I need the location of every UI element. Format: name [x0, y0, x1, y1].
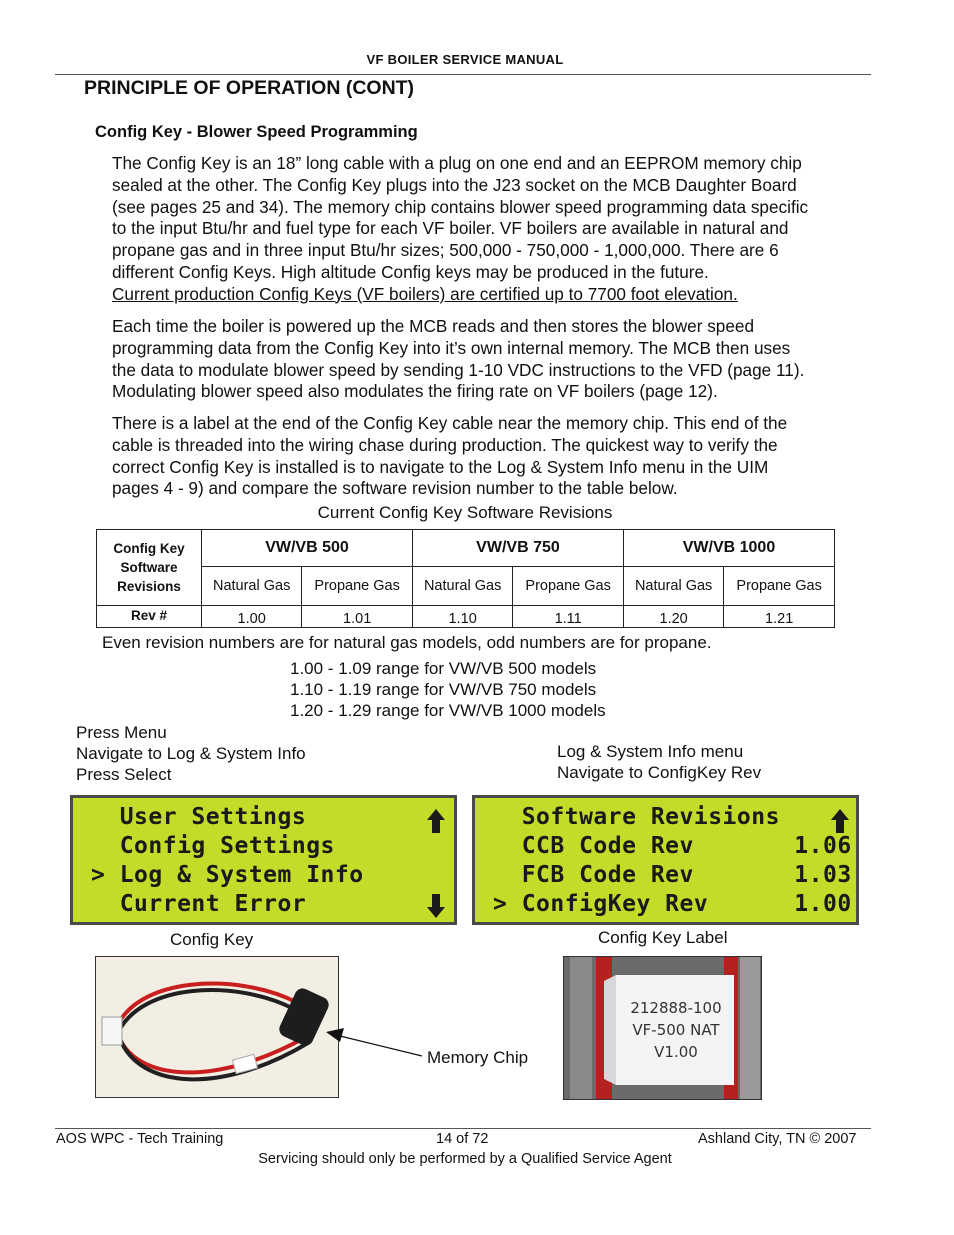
text-line: sealed at the other. The Config Key plugs into the J23 socket on the MCB Daughter Board [112, 174, 797, 195]
photo-caption: Config Key Label [598, 928, 728, 947]
lcd-line: Config Settings [91, 833, 335, 859]
gas-type-header: Propane Gas [724, 567, 835, 606]
revision-value: 1.10 [412, 606, 512, 628]
paragraph-mcb-reads [112, 316, 872, 403]
footer-right: Ashland City, TN © 2007 [698, 1131, 857, 1147]
gas-type-header: Natural Gas [412, 567, 512, 606]
section-title: PRINCIPLE OF OPERATION (CONT) [84, 77, 415, 99]
label-text [620, 997, 732, 1063]
instruction-step: Press Menu [76, 723, 167, 742]
instructions-right [557, 741, 761, 783]
footer-left: AOS WPC - Tech Training [56, 1131, 224, 1147]
text-line: propane gas and in three input Btu/hr sizes; 500,000 - 750,000 - 1,000,000. There are 6 [112, 240, 779, 261]
table-row [97, 606, 835, 628]
lcd-line: Current Error [91, 891, 307, 917]
text-line: (see pages 25 and 34). The memory chip contains blower speed programming data specific [112, 196, 809, 217]
text-line: There is a label at the end of the Config Key cable near the memory chip. This end of the [112, 413, 788, 433]
text-line: different Config Keys. High altitude Config keys may be produced in the future. [112, 261, 709, 282]
model-header: VW/VB 1000 [623, 530, 834, 567]
text-line: the data to modulate blower speed by sending 1-10 VDC instructions to the VFD (page 11). [112, 359, 805, 380]
corner-label-line: Revisions [117, 579, 181, 594]
lcd-line: CCB Code Rev 1.06 [493, 833, 852, 859]
gas-type-header: Propane Gas [513, 567, 624, 606]
lcd-screen-main-menu [70, 795, 457, 925]
revision-value: 1.01 [302, 606, 413, 628]
header-divider [55, 74, 871, 75]
config-key-photo [95, 956, 339, 1098]
instruction-step: Log & System Info menu [557, 742, 744, 761]
text-line: correct Config Key is installed is to navigate to the Log & System Info menu in the UIM [112, 456, 769, 477]
lcd-line: Software Revisions [493, 804, 780, 830]
revision-value: 1.20 [623, 606, 723, 628]
lcd-line: > Log & System Info [91, 862, 364, 888]
lcd-line: FCB Code Rev 1.03 [493, 862, 852, 888]
photo-caption: Config Key [170, 930, 254, 949]
lcd-line: > ConfigKey Rev 1.00 [493, 891, 852, 917]
text-line: to the input Btu/hr and fuel type for each VF boiler. VF boilers are available in natural and [112, 218, 789, 239]
even-odd-note: Even revision numbers are for natural gas models, odd numbers are for propane. [102, 633, 712, 652]
label-part-number: 212888-100 [630, 999, 722, 1017]
gas-type-header: Natural Gas [202, 567, 302, 606]
manual-header-title: VF BOILER SERVICE MANUAL [366, 52, 564, 67]
text-line: programming data from the Config Key into it’s own internal memory. The MCB then uses [112, 337, 791, 358]
scroll-up-arrow-icon [426, 808, 446, 834]
paragraph-config-key-label [112, 413, 872, 500]
config-key-label-photo [563, 956, 762, 1100]
revision-value: 1.21 [724, 606, 835, 628]
memory-chip-callout-arrow-icon [318, 1022, 428, 1062]
model-header: VW/VB 500 [202, 530, 413, 567]
elevation-certification-note: Current production Config Keys (VF boilers) are certified up to 7700 foot elevation. [112, 283, 738, 304]
software-revisions-table [96, 529, 835, 628]
lcd-line: User Settings [91, 804, 307, 830]
label-model: VF-500 NAT [632, 1021, 720, 1039]
text-line: pages 4 - 9) and compare the software revision number to the table below. [112, 478, 678, 499]
corner-label-line: Config Key [113, 541, 185, 556]
page-number: 14 of 72 [436, 1131, 489, 1147]
lcd-screen-software-revisions [472, 795, 859, 925]
range-note: 1.00 - 1.09 range for VW/VB 500 models [290, 659, 597, 678]
label-version: V1.00 [654, 1043, 698, 1061]
gas-type-header: Natural Gas [623, 567, 723, 606]
revision-value: 1.11 [513, 606, 624, 628]
subsection-title: Config Key - Blower Speed Programming [95, 123, 418, 141]
footer-divider [55, 1128, 871, 1129]
table-caption: Current Config Key Software Revisions [317, 503, 613, 522]
instruction-step: Navigate to Log & System Info [76, 744, 306, 763]
footer-disclaimer: Servicing should only be performed by a Qualified Service Agent [258, 1151, 672, 1167]
instruction-step: Navigate to ConfigKey Rev [557, 763, 762, 782]
corner-label-line: Software [120, 560, 178, 575]
revision-value: 1.00 [202, 606, 302, 628]
text-line: The Config Key is an 18” long cable with a plug on one end and an EEPROM memory chip [112, 153, 802, 173]
row-label: Rev # [97, 606, 202, 628]
memory-chip-label: Memory Chip [427, 1048, 529, 1067]
instructions-left [76, 722, 306, 785]
paragraph-config-key-description [112, 153, 872, 306]
config-key-cable-illustration [96, 957, 339, 1098]
scroll-up-arrow-icon [830, 808, 850, 834]
gas-type-header: Propane Gas [302, 567, 413, 606]
text-line: Each time the boiler is powered up the MCB reads and then stores the blower speed [112, 316, 755, 336]
range-note: 1.10 - 1.19 range for VW/VB 750 models [290, 680, 597, 699]
text-line: Modulating blower speed also modulates the firing rate on VF boilers (page 12). [112, 381, 718, 402]
model-header: VW/VB 750 [412, 530, 623, 567]
table-corner-label [97, 530, 202, 606]
text-line: cable is threaded into the wiring chase during production. The quickest way to verify the [112, 434, 778, 455]
instruction-step: Press Select [76, 765, 172, 784]
range-note: 1.20 - 1.29 range for VW/VB 1000 models [290, 701, 606, 720]
scroll-down-arrow-icon [426, 893, 446, 919]
